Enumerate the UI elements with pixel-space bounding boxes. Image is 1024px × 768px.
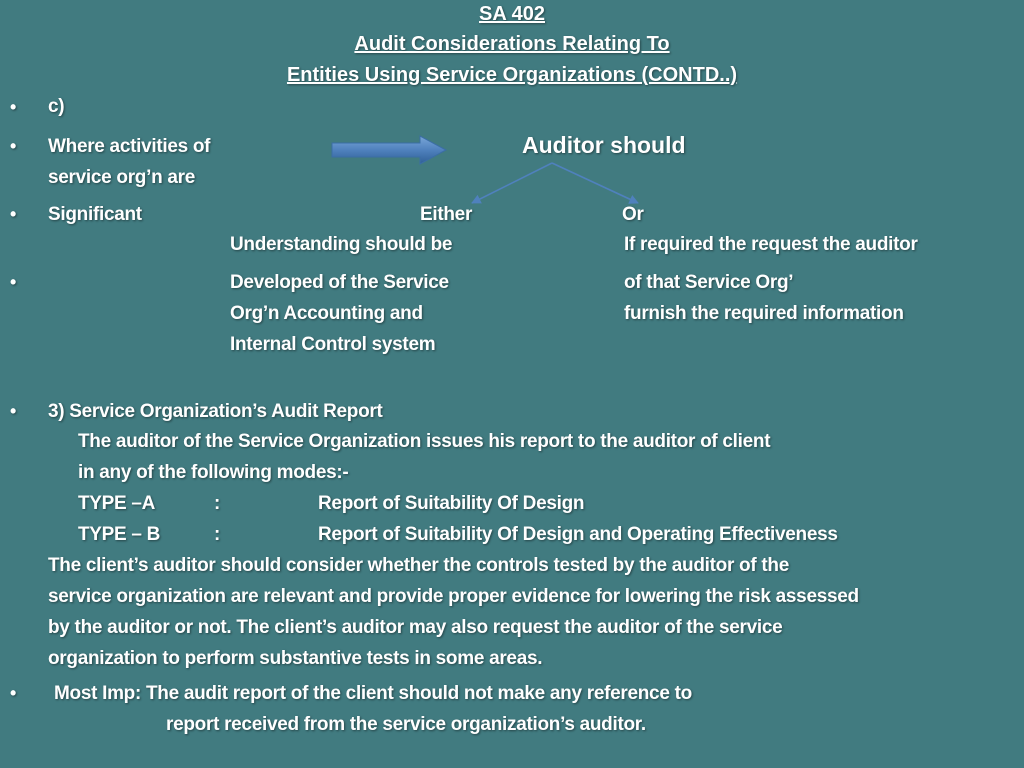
bullet-marker: •: [10, 204, 17, 224]
auditor-should-heading: Auditor should: [522, 132, 686, 158]
where-activities-text: Where activities of: [48, 136, 211, 157]
bullet-marker: •: [10, 401, 17, 421]
client-auditor-paragraph-line: organization to perform substantive tests in some areas.: [48, 648, 543, 669]
either-label: Either: [420, 204, 473, 225]
client-auditor-paragraph-line: by the auditor or not. The client’s auditor may also request the auditor of the service: [48, 617, 783, 638]
bullet-marker: •: [10, 272, 17, 292]
either-option-line: Developed of the Service: [230, 272, 449, 293]
either-option-line: Org’n Accounting and: [230, 303, 423, 324]
or-option-line: furnish the required information: [624, 303, 904, 324]
right-arrow-icon: [332, 136, 446, 164]
slide-title-code: SA 402: [479, 3, 545, 25]
section-3-intro-2: in any of the following modes:-: [78, 462, 349, 483]
slide-title-subline: Entities Using Service Organizations (CONTD..): [286, 64, 738, 86]
section-3-heading: 3) Service Organization’s Audit Report: [48, 401, 383, 422]
section-c-label: c): [48, 96, 65, 117]
branch-arrow-or: [552, 163, 638, 203]
type-b-label: TYPE – B: [78, 524, 161, 545]
bullet-marker: •: [10, 683, 17, 703]
either-option-line: Internal Control system: [230, 334, 436, 355]
bullet-marker: •: [10, 97, 17, 117]
slide-title-line: Audit Considerations Relating To: [354, 33, 670, 55]
or-label: Or: [622, 204, 644, 225]
type-a-label: TYPE –A: [78, 493, 156, 514]
type-b-separator: :: [214, 524, 221, 545]
where-activities-text-2: service org’n are: [48, 167, 195, 188]
type-a-separator: :: [214, 493, 221, 514]
either-option-line: Understanding should be: [230, 234, 453, 255]
bullet-marker: •: [10, 136, 17, 156]
client-auditor-paragraph-line: service organization are relevant and provide proper evidence for lowering the risk assessed: [48, 586, 859, 607]
client-auditor-paragraph-line: The client’s auditor should consider whether the controls tested by the auditor of the: [48, 555, 789, 576]
branch-arrow-either: [472, 163, 552, 203]
type-b-description: Report of Suitability Of Design and Operating Effectiveness: [318, 524, 838, 545]
section-3-intro: The auditor of the Service Organization issues his report to the auditor of client: [78, 431, 771, 452]
significant-label: Significant: [48, 204, 142, 225]
most-imp-note-2: report received from the service organization’s auditor.: [166, 714, 646, 735]
most-imp-note: Most Imp: The audit report of the client should not make any reference to: [54, 683, 692, 704]
type-a-description: Report of Suitability Of Design: [318, 493, 585, 514]
or-option-line: of that Service Org’: [624, 272, 794, 293]
or-option-line: If required the request the auditor: [624, 234, 918, 255]
